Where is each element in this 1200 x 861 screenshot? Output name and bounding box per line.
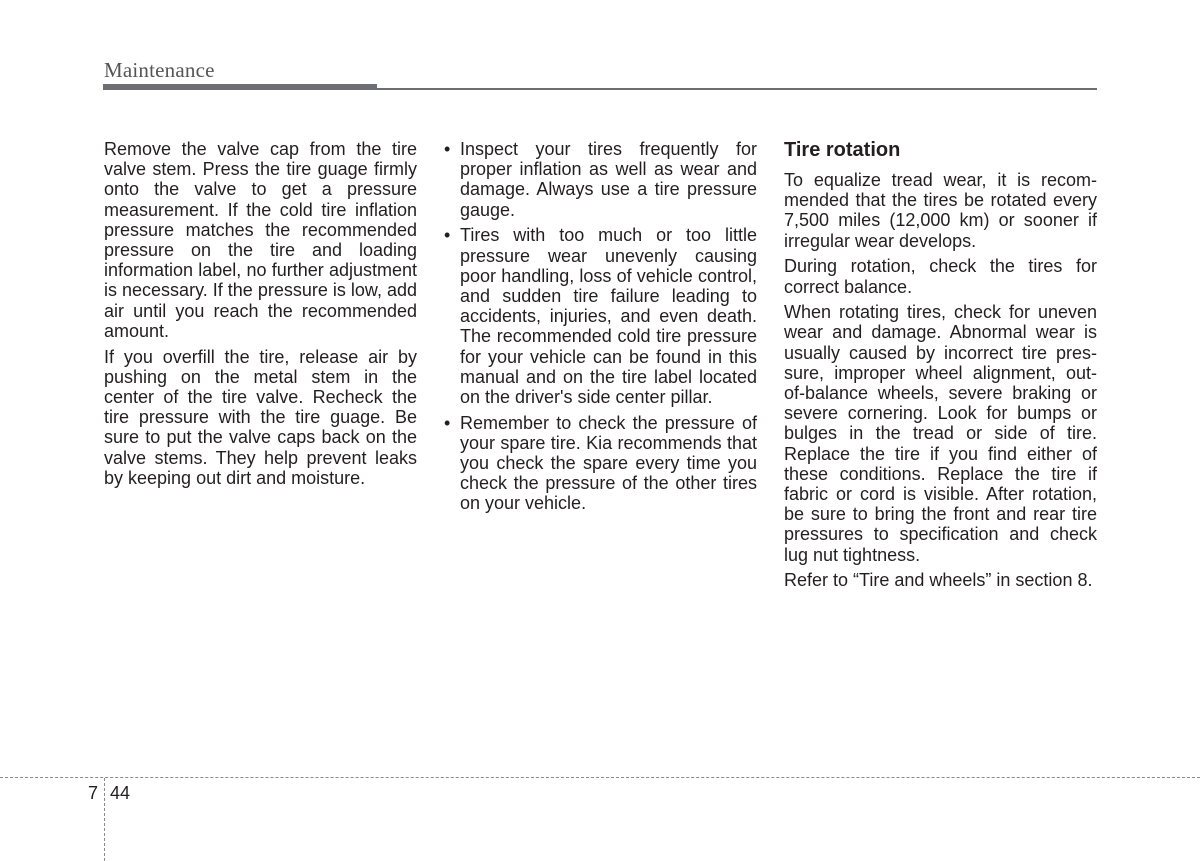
section-title: Maintenance [104,58,215,82]
section-heading: Tire rotation [784,139,901,161]
list-item-text: Inspect your tires frequently for proper inflation as well as wear and damage. Always use a tire pressure gauge. [460,139,757,220]
paragraph: During rotation, check the tires for correct balance. [784,256,1097,297]
header-rule-thin [377,88,1097,90]
header-rule-thick [103,84,377,90]
page-number: 44 [110,783,131,803]
text-column-3 [784,139,1097,596]
paragraph: Refer to “Tire and wheels” in section 8. [784,570,1093,591]
paragraph: When rotating tires, check for uneven wear and damage. Abnormal wear is usually caused by incorrect tire pressure, improper wheel alignment, out-of-balance wheels, severe braking or severe cornering. Look for bumps or bulges in the tread or side of tire. Replace the tire if you find either of these conditions. Replace the tire if fabric or cord is visible. After rotation, be sure to bring the front and rear tire pressures to specification and check lug nut tightness. [784,302,1097,565]
chapter-number: 7 [88,783,99,803]
bullet-icon: • [444,412,451,433]
paragraph: Remove the valve cap from the tire valve stem. Press the tire guage firmly onto the valve to get a pressure measurement. If the cold tire inflation pressure matches the recommended pressure on the tire and loading information label, no further adjustment is necessary. If the pressure is low, add air until you reach the recommended amount. [104,139,417,341]
text-column-2 [443,139,757,519]
footer-rule [0,777,1200,778]
bullet-list [443,139,757,514]
list-item-text: Tires with too much or too little pressure wear unevenly causing poor handling, loss of vehicle control, and sudden tire failure leading to accidents, injuries, and even death. The recommended cold tire pressure for your vehicle can be found in this manual and on the tire label located on the driver's side center pillar. [460,225,757,407]
bullet-icon: • [444,139,451,159]
list-item [443,225,757,407]
text-column-1 [104,139,417,493]
bullet-icon: • [444,225,451,246]
paragraph: To equalize tread wear, it is recommended that the tires be rotated every 7,500 miles (12,000 km) or sooner if irregular wear develops. [784,170,1097,251]
list-item [443,413,757,514]
paragraph: If you overfill the tire, release air by pushing on the metal stem in the center of the tire valve. Recheck the tire pressure with the tire guage. Be sure to put the valve caps back on the valve stems. They help prevent leaks by keeping out dirt and moisture. [104,346,417,488]
list-item [443,139,757,220]
footer-divider [104,778,105,861]
list-item-text: Remember to check the pressure of your spare tire. Kia recommends that you check the spare every time you check the pressure of the other tires on your vehicle. [460,412,757,514]
